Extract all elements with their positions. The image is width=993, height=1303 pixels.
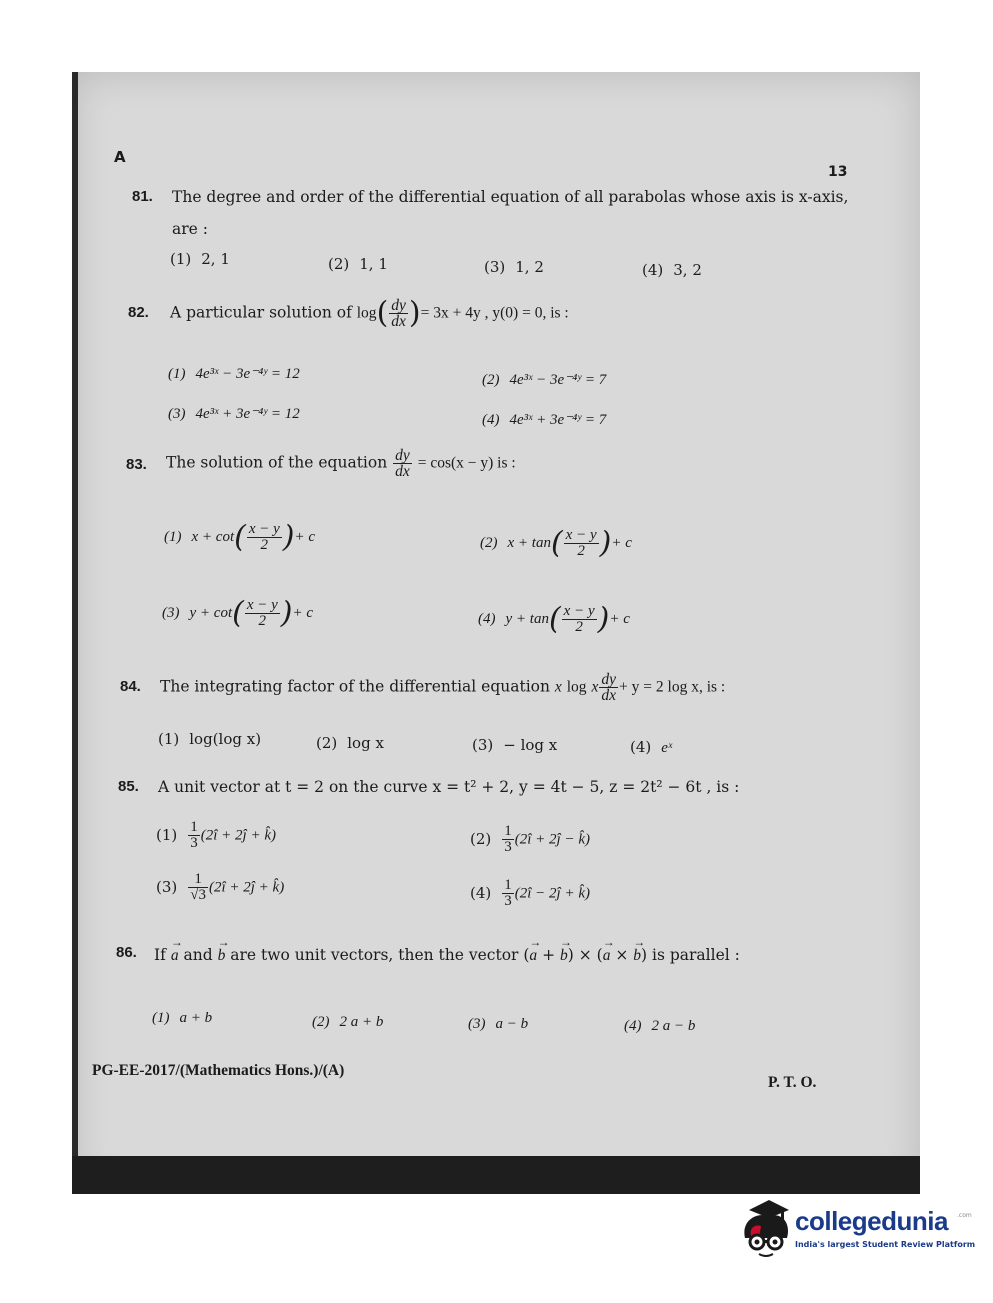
paper-code: PG-EE-2017/(Mathematics Hons.)/(A)	[92, 1062, 345, 1079]
option-suffix: + c	[611, 534, 632, 551]
option-number: (2)	[328, 255, 350, 273]
x-log-x: x	[554, 678, 562, 696]
option-number: (1)	[164, 528, 182, 545]
option-text: 1, 1	[359, 255, 388, 273]
question-text-lead: A particular solution of	[170, 303, 352, 322]
option	[316, 734, 384, 752]
option-text: 4e³ˣ − 3e⁻⁴ʸ = 7	[509, 372, 607, 388]
option	[168, 364, 300, 383]
dy-dx-fraction: $\frac{dy}{dx}$	[391, 297, 406, 330]
vector-b: → b	[218, 947, 226, 965]
equation-tail: = 3x + 4y , y(0) = 0, is :	[420, 304, 569, 322]
option-number: (2)	[312, 1014, 330, 1030]
option-suffix: + c	[292, 604, 314, 621]
option-text: log x	[347, 734, 384, 752]
question-text-lead: The solution of the equation	[166, 453, 388, 472]
logo-tagline: India's largest Student Review Platform	[795, 1240, 976, 1249]
option-prefix: y + tan	[505, 610, 549, 627]
option	[168, 404, 300, 423]
option	[170, 250, 230, 268]
question-number: 81.	[132, 188, 153, 205]
x-minus-y-over-2: $\frac{x - y}{2}$	[565, 527, 597, 559]
option-number: (4)	[482, 412, 500, 428]
vector-a: → a	[171, 947, 179, 965]
option-text: 4e³ˣ − 3e⁻⁴ʸ = 12	[195, 366, 300, 382]
one-third: $\frac{1}{3}$	[190, 819, 198, 851]
one-third: $\frac{1}{3}$	[504, 823, 512, 855]
dy-dx-fraction: $\frac{dy}{dx}$	[395, 447, 410, 480]
option: (2) x + tan( $\frac{x - y}{2}$ )+ c	[480, 525, 632, 561]
option-text: 2, 1	[201, 250, 230, 268]
equation-tail: = cos(x − y) is :	[417, 454, 516, 472]
option-text: a − b	[495, 1016, 529, 1032]
question-text-lead: The integrating factor of the differential equation	[160, 677, 550, 696]
option	[152, 1010, 212, 1027]
option-number: (4)	[624, 1018, 642, 1034]
question-text: The degree and order of the differential equation of all parabolas whose axis is x-axis,	[172, 188, 849, 206]
pto-label: P. T. O.	[768, 1074, 817, 1091]
option-text: log(log x)	[189, 730, 262, 748]
option-text: 2 a + b	[339, 1014, 384, 1030]
dy-dx-fraction: $\frac{dy}{dx}$	[601, 671, 617, 704]
option	[312, 1014, 383, 1031]
question-number: 82.	[128, 304, 149, 321]
option-prefix: y + cot	[189, 604, 233, 621]
option: (1) x + cot( $\frac{x - y}{2}$ )+ c	[164, 519, 316, 555]
question-number: 83.	[126, 456, 147, 473]
option	[328, 255, 388, 273]
option-number: (2)	[470, 829, 492, 848]
option-text: (2î − 2ĵ + k̂)	[514, 885, 590, 902]
question-text: The integrating factor of the differential equation x log x $\frac{dy}{dx}$ + y = 2 log x, is :	[160, 671, 726, 704]
option-number: (4)	[478, 610, 496, 627]
question-text-continued: are :	[172, 220, 208, 238]
question-text-part: If	[154, 946, 166, 964]
option-text: (2î + 2ĵ − k̂)	[514, 831, 590, 848]
option-number: (3)	[168, 406, 186, 422]
logo-wordmark: collegedunia	[795, 1206, 948, 1236]
option-prefix: x + cot	[191, 528, 235, 545]
option-text: a + b	[179, 1010, 213, 1026]
option-text: (2î + 2ĵ + k̂)	[208, 879, 285, 896]
x-minus-y-over-2: $\frac{x - y}{2}$	[246, 597, 278, 629]
logo-domain-suffix: .com	[957, 1212, 972, 1219]
one-over-root-three: $\frac{1}{√3}$	[190, 871, 206, 903]
option-prefix: x + tan	[507, 534, 551, 551]
option-number: (3)	[468, 1016, 486, 1032]
option-text: − log x	[503, 736, 558, 754]
option	[470, 878, 590, 909]
question-text: If → a and → b are two unit vectors, then the vector (→ a + → b) × (→ a × → b) is parallel :	[154, 946, 740, 965]
option-number: (3)	[484, 258, 506, 276]
option-text: 4e³ˣ + 3e⁻⁴ʸ = 12	[195, 406, 300, 422]
page-number: 13	[828, 164, 848, 180]
option-number: (1)	[168, 366, 186, 382]
option-number: (3)	[156, 877, 178, 896]
x-minus-y-over-2: $\frac{x - y}{2}$	[248, 521, 280, 553]
question-number: 84.	[120, 678, 141, 695]
question-number: 85.	[118, 778, 139, 795]
option-text: 2 a − b	[651, 1018, 696, 1034]
option-number: (3)	[162, 604, 180, 621]
question-text: A particular solution of log( $\frac{dy}{dx}$ )= 3x + 4y , y(0) = 0, is :	[170, 295, 569, 331]
option	[630, 738, 672, 757]
option	[484, 258, 544, 276]
option	[156, 872, 284, 903]
option	[470, 824, 590, 855]
option-number: (2)	[316, 734, 338, 752]
option-number: (4)	[630, 738, 652, 756]
option-number: (3)	[472, 736, 494, 754]
question-text	[166, 448, 516, 479]
one-third: $\frac{1}{3}$	[504, 877, 512, 909]
option-text: 4e³ˣ + 3e⁻⁴ʸ = 7	[509, 412, 607, 428]
option-number: (1)	[158, 730, 180, 748]
option-text: eˣ	[661, 740, 673, 756]
question-text-part: are two unit vectors, then the vector (	[230, 946, 530, 964]
log-function: log	[356, 304, 377, 322]
option-number: (4)	[642, 261, 664, 279]
option-number: (4)	[470, 883, 492, 902]
option	[642, 261, 702, 279]
student-mascot-icon	[737, 1198, 795, 1260]
option	[468, 1016, 528, 1033]
option	[156, 820, 276, 851]
option-number: (2)	[482, 372, 500, 388]
equation-tail: + y = 2 log x, is :	[619, 678, 726, 696]
option	[472, 736, 557, 754]
option-text: 3, 2	[673, 261, 702, 279]
series-label: A	[114, 148, 126, 166]
x-minus-y-over-2: $\frac{x - y}{2}$	[563, 603, 595, 635]
question-text-part: and	[183, 946, 213, 964]
option	[482, 370, 606, 389]
option	[482, 410, 606, 429]
option-suffix: + c	[609, 610, 630, 627]
option: (4) y + tan( $\frac{x - y}{2}$ )+ c	[478, 601, 630, 637]
question-text-part: ) × (	[567, 946, 603, 964]
option-number: (2)	[480, 534, 498, 551]
option-text: (2î + 2ĵ + k̂)	[200, 827, 276, 844]
scanned-page	[72, 72, 920, 1194]
collegedunia-logo	[737, 1198, 977, 1268]
question-text: A unit vector at t = 2 on the curve x = t² + 2, y = 4t − 5, z = 2t² − 6t , is :	[158, 778, 740, 796]
option	[624, 1018, 695, 1035]
option	[158, 730, 261, 748]
option-suffix: + c	[294, 528, 316, 545]
option-text: 1, 2	[515, 258, 544, 276]
question-number: 86.	[116, 944, 137, 961]
option-number: (1)	[156, 825, 178, 844]
option-number: (1)	[170, 250, 192, 268]
question-text-part: ) is parallel :	[641, 946, 740, 964]
option: (3) y + cot( $\frac{x - y}{2}$ )+ c	[162, 595, 314, 631]
option-number: (1)	[152, 1010, 170, 1026]
